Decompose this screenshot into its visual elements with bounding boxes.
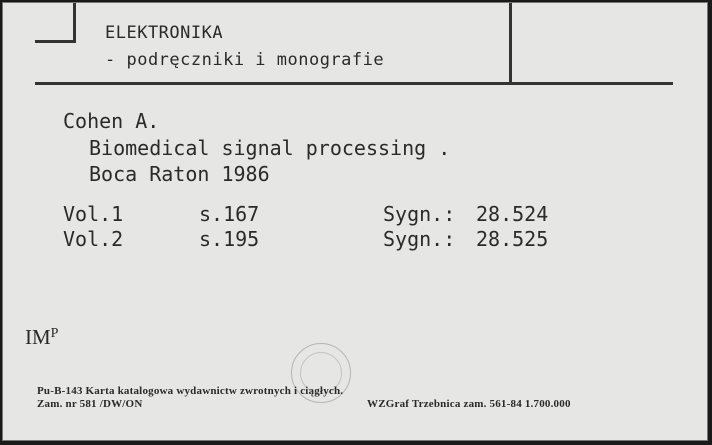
subject-subheading: - podręczniki i monografie [105,50,385,70]
header-left-underline [35,40,76,43]
header-right-rule [509,3,512,85]
location-mark: $IM^P$ [25,325,59,349]
volume-2-sygn-label: Sygn.: [383,227,456,251]
subject-heading: ELEKTRONIKA [105,23,224,43]
volume-2: Vol.2 [63,227,124,251]
volume-2-pages: s.195 [199,227,260,251]
volume-1-sygn: 28.524 [476,202,549,226]
volume-1-sygn-label: Sygn.: [383,202,456,226]
volume-1-pages: s.167 [199,202,260,226]
header-left-rule [73,3,76,43]
volume-1: Vol.1 [63,202,124,226]
volume-2-sygn: 28.525 [476,227,549,251]
header-bottom-rule [35,82,673,85]
footer-form-line: Pu-B-143 Karta katalogowa wydawnictw zwrotnych i ciągłych. [37,385,344,397]
footer-order-right: WZGraf Trzebnica zam. 561-84 1.700.000 [367,398,571,410]
footer-order-left: Zam. nr 581 /DW/ON [37,398,143,410]
author: Cohen A. [63,109,160,133]
catalog-card [2,2,708,441]
book-title: Biomedical signal processing . [89,136,451,160]
imprint: Boca Raton 1986 [89,162,270,186]
